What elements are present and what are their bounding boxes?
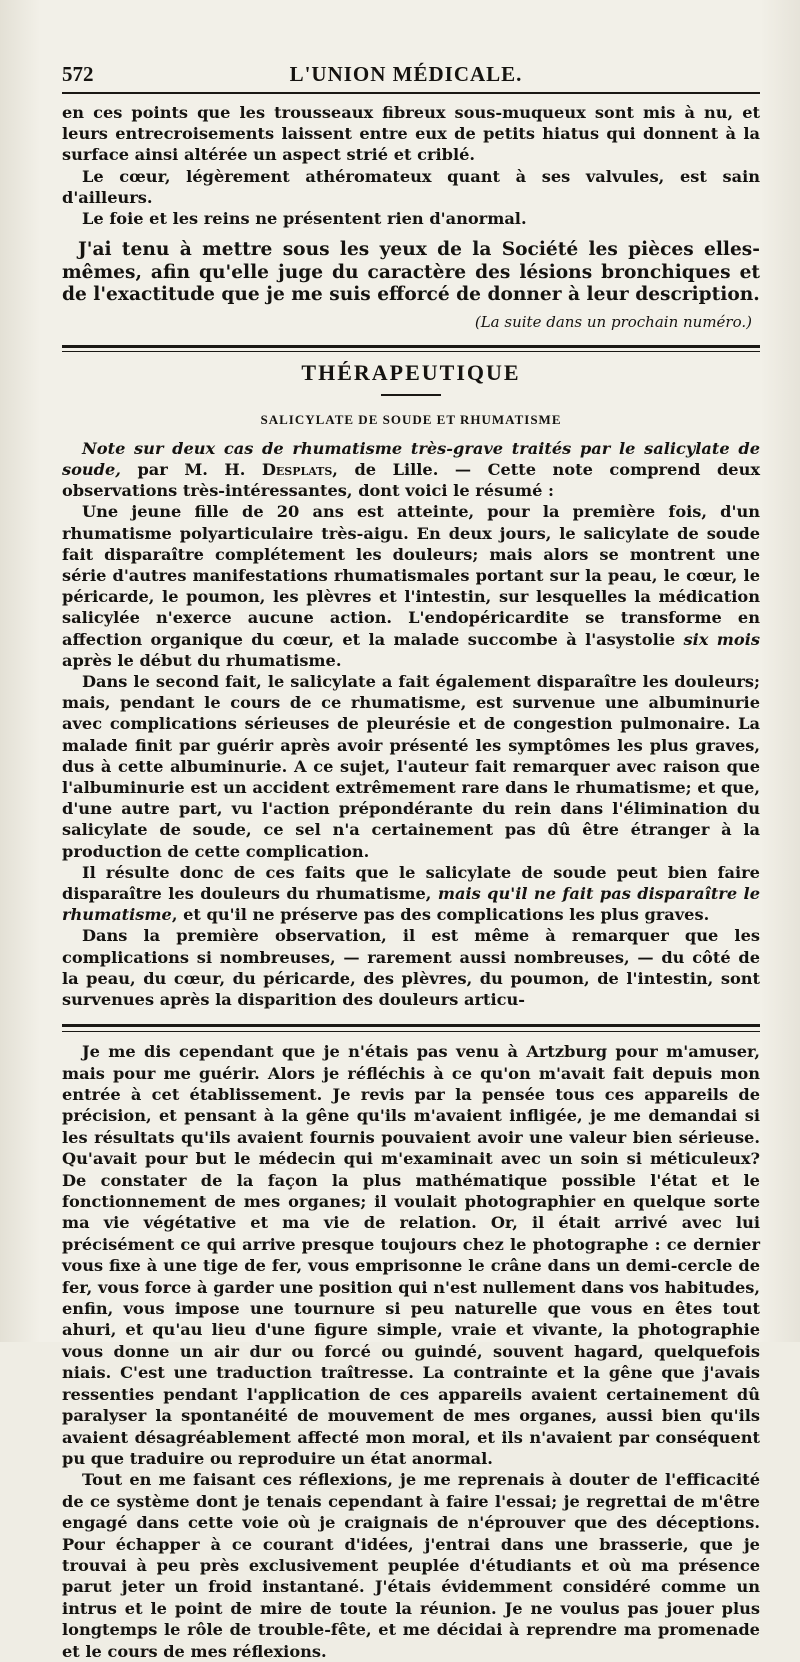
article-paragraph-2: Dans le second fait, le salicylate a fait également disparaître les douleurs; mais, pendant le cours de ce rhumatisme, est survenue une albuminurie avec complications sérieuses de pleurésie et de congestion pulmonaire. La malade finit par guérir après avoir présenté les symptômes les plus graves, dus à cette albuminurie. A ce sujet, l'auteur fait remarquer avec raison que l'albuminurie est un accident extrêmement rare dans le rhumatisme; et que, d'une autre part, vu l'action prépondérante du rein dans l'élimination du salicylate de soude, ce sel n'a certainement pas dû être étranger à la production de cette complication. bbox=[62, 671, 760, 861]
prev-paragraph-3: Le foie et les reins ne présentent rien d'anormal. bbox=[82, 209, 527, 229]
article-subtitle: SALICYLATE DE SOUDE ET RHUMATISME bbox=[260, 411, 562, 427]
title-rule bbox=[381, 394, 441, 396]
p3-emphasis: mais qu'il ne fait pas disparaître le rhumatisme bbox=[62, 883, 760, 925]
article-paragraph-3 bbox=[62, 862, 760, 926]
p1-text-a: Une jeune fille de 20 ans est atteinte, pour la première fois, d'un rhumatisme polyarticulaire très-aigu. En deux jours, le salicylate de soude fait disparaître complétement les douleurs; mais alors se montrent une série d'autres manifestations rhumatismales portant sur la peau, le cœur, le péricarde, le poumon, les plèvres et l'intestin, sur lesquelles la médication salicylée n'exerce aucune action. L'endopéricardite se transforme en affection organique du cœur, et la malade succombe à l'asystolie bbox=[62, 502, 760, 649]
section-divider bbox=[62, 345, 760, 348]
article-body bbox=[62, 438, 760, 1010]
p3-text-b: , et qu'il ne préserve pas des complications les plus graves. bbox=[171, 905, 710, 925]
p1-emphasis: six mois bbox=[683, 629, 760, 649]
note-author-prefix: par M. H. bbox=[120, 459, 262, 479]
feuilleton-paragraph-1: Je me dis cependant que je n'étais pas venu à Artzburg pour m'amuser, mais pour me guérir. Alors je réfléchis à ce qu'on m'avait fait depuis mon entrée à cet établissement. Je revis par la pensée tous ces appareils de précision, et pensant à la gêne qu'ils m'avaient infligée, je me demandai si les résultats qu'ils avaient fournis pouvaient avoir une valeur bien sérieuse. Qu'avait pour but le médecin qui m'examinait avec un soin si méticuleux? De constater de la façon la plus mathématique possible l'état et le fonctionnement de mes organes; il voulait photographier en quelque sorte ma vie végétative et ma vie de relation. Or, il était arrivé avec lui précisément ce qui arrive presque toujours chez le photographe : ce dernier vous fixe à une tige de fer, vous emprisonne le crâne dans un demi-cercle de fer, vous force à garder une position qui n'est nullement dans vos habitudes, enfin, vous impose une tournure si peu naturelle que vous en êtes tout ahuri, et qu'au lieu d'une figure simple, vraie et vivante, la photographie vous donne un air dur ou forcé ou guindé, souvent hagard, quelquefois niais. C'est une traduction traîtresse. La contrainte et la gêne que j'avais ressenties pendant l'application de ces appareils avaient certainement dû paralyser la spontanéité de mouvement de mes organes, aussi bien qu'ils avaient désagréablement affecté mon moral, et ils n'avaient par conséquent pu que traduire ou reproduire un état anormal. bbox=[62, 1042, 760, 1468]
continuation-note: (La suite dans un prochain numéro.) bbox=[474, 312, 752, 331]
section-title: THÉRAPEUTIQUE bbox=[301, 359, 521, 385]
note-rest: , de Lille. — Cette note comprend deux observations très-intéressantes, dont voici le résumé : bbox=[62, 459, 760, 501]
prev-paragraph-2: Le cœur, légèrement athéromateux quant à ses valvules, est sain d'ailleurs. bbox=[62, 166, 760, 207]
note-title: Note sur deux cas de rhumatisme très-grave traités par le salicylate de soude, bbox=[62, 438, 760, 479]
p1-text-b: après le début du rhumatisme. bbox=[62, 650, 342, 670]
feuilleton-divider bbox=[62, 1024, 760, 1027]
journal-title: L'UNION MÉDICALE. bbox=[289, 62, 523, 86]
prev-paragraph-4: J'ai tenu à mettre sous les yeux de la Société les pièces elles-mêmes, afin qu'elle juge du caractère des lésions bronchiques et de l'exactitude que je me suis efforcé de donner à leur description. bbox=[62, 239, 760, 306]
article-paragraph-1 bbox=[62, 501, 760, 671]
note-author: Desplats bbox=[261, 459, 333, 479]
feuilleton bbox=[62, 1041, 760, 1662]
article-paragraph-4: Dans la première observation, il est même à remarquer que les complications si nombreuses, — rarement aussi nombreuses, — du côté de la peau, du cœur, du péricarde, des plèvres, du poumon, de l'intestin, sont survenues après la disparition des douleurs articu- bbox=[62, 926, 760, 1009]
page-number: 572 bbox=[62, 62, 94, 86]
prev-paragraph-1: en ces points que les trousseaux fibreux sous-muqueux sont mis à nu, et leurs entrecroisements laissent entre eux de petits hiatus qui donnent à la surface ainsi altérée un aspect strié et criblé. bbox=[62, 103, 760, 165]
previous-article bbox=[62, 102, 760, 331]
feuilleton-paragraph-2: Tout en me faisant ces réflexions, je me reprenais à douter de l'efficacité de ce système dont je tenais cependant à faire l'essai; je regrettai de m'être engagé dans cette voie où je craignais de n'éprouver que des déceptions. Pour échapper à ce courant d'idées, j'entrai dans une brasserie, que je trouvai à peu près exclusivement peuplée d'étudiants et où ma présence parut jeter un froid instantané. J'étais évidemment considéré comme un intrus et le point de mire de toute la réunion. Je ne voulus pas jouer plus longtemps le rôle de trouble-fête, et me décidai à reprendre ma promenade et le cours de mes réflexions. bbox=[62, 1470, 760, 1661]
p3-text-a: Il résulte donc de ces faits que le salicylate de soude peut bien faire disparaître les douleurs du rhumatisme, bbox=[62, 862, 760, 903]
note-heading bbox=[62, 438, 760, 502]
page-header bbox=[62, 62, 760, 94]
